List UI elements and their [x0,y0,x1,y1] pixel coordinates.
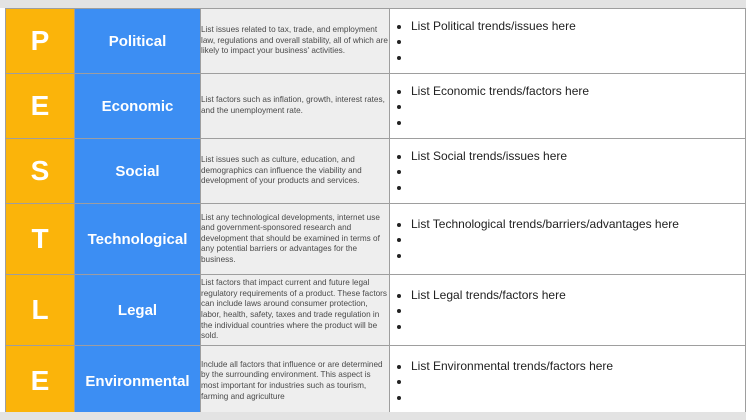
bullet-item[interactable] [411,374,745,390]
notes-cell[interactable] [390,275,746,346]
factor-description: Include all factors that influence or are determined by the surrounding environment. This aspect is most important for industries such as tourism, farming and agriculture [201,346,390,417]
factor-description: List issues related to tax, trade, and employment law, regulations and overall stability, all of which are likely to impact your business' activities. [201,9,390,74]
factor-description: List factors that impact current and future legal regulatory requirements of a product. These factors can include laws around consumer protection, labor, health, safety, taxes and trade regulation in the individual countries where the product will be sold. [201,275,390,346]
bullet-item[interactable] [411,50,745,66]
factor-description: List factors such as inflation, growth, interest rates, and the unemployment rate. [201,74,390,139]
bullet-list [390,84,745,131]
row-letter: L [6,275,75,346]
bullet-item[interactable] [411,319,745,335]
pestle-row-political [6,9,746,74]
factor-name: Social [75,139,201,204]
row-letter: P [6,9,75,74]
bullet-item[interactable]: • List Technological trends/barriers/advantages here [411,217,745,233]
bullet-item[interactable] [411,232,745,248]
factor-name: Political [75,9,201,74]
row-letter: S [6,139,75,204]
notes-cell[interactable] [390,139,746,204]
pestle-row-social [6,139,746,204]
bullet-item[interactable] [411,390,745,406]
bullet-item[interactable] [411,248,745,264]
factor-name: Legal [75,275,201,346]
bullet-item[interactable] [411,115,745,131]
pestle-row-legal [6,275,746,346]
bullet-list [390,217,745,264]
factor-name: Technological [75,204,201,275]
row-letter: E [6,74,75,139]
pestle-row-environmental [6,346,746,417]
notes-cell[interactable] [390,74,746,139]
bullet-list [390,19,745,66]
bullet-list [390,288,745,335]
bullet-item[interactable]: • List Political trends/issues here [411,19,745,35]
bottom-border-strip [0,412,746,420]
bullet-list [390,359,745,406]
bullet-item[interactable]: • List Legal trends/factors here [411,288,745,304]
notes-cell[interactable] [390,346,746,417]
bullet-item[interactable]: • List Social trends/issues here [411,149,745,165]
pestle-row-economic [6,74,746,139]
row-letter: T [6,204,75,275]
factor-description: List issues such as culture, education, and demographics can influence the viability and development of your products and services. [201,139,390,204]
pestle-row-technological [6,204,746,275]
top-border-strip [0,0,746,8]
factor-description: List any technological developments, internet use and government-sponsored research and development that should be examined in terms of any potential barriers or advantages for the business. [201,204,390,275]
bullet-item[interactable] [411,180,745,196]
notes-cell[interactable] [390,204,746,275]
factor-name: Economic [75,74,201,139]
bullet-item[interactable]: • List Economic trends/factors here [411,84,745,100]
bullet-item[interactable] [411,99,745,115]
bullet-item[interactable] [411,164,745,180]
pestle-table [5,8,746,417]
notes-cell[interactable] [390,9,746,74]
bullet-list [390,149,745,196]
bullet-item[interactable] [411,34,745,50]
row-letter: E [6,346,75,417]
factor-name: Environmental [75,346,201,417]
bullet-item[interactable]: • List Environmental trends/factors here [411,359,745,375]
bullet-item[interactable] [411,303,745,319]
